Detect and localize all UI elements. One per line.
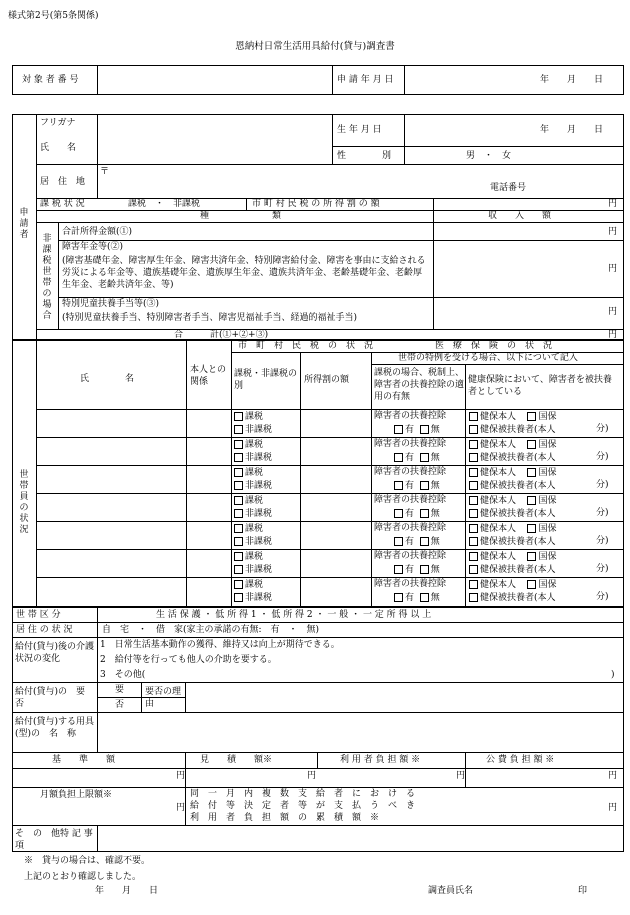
apply-date-label: 申 請 年 月 日 <box>337 75 394 85</box>
checkbox[interactable] <box>469 412 478 421</box>
member-taxed-option[interactable]: 課税 <box>234 524 263 534</box>
checkbox[interactable] <box>469 496 478 505</box>
need-reason-label: 要否の理 由 <box>145 687 191 709</box>
checkbox[interactable] <box>420 425 429 434</box>
checkbox[interactable] <box>234 552 243 561</box>
checkbox[interactable] <box>420 537 429 546</box>
member-minutes-close: 分) <box>596 480 609 490</box>
tax-group-header: 市 町 村 民 税 の 状 況 <box>238 341 374 351</box>
form-reference: 様式第2号(第5条関係) <box>8 11 99 21</box>
tax-status-header: 課税・非課税の別 <box>234 369 298 391</box>
checkbox[interactable] <box>234 509 243 518</box>
pension-yen: 円 <box>608 264 618 274</box>
tax-status-label: 課 税 状 況 <box>40 199 85 209</box>
member-minutes-close: 分) <box>596 536 609 546</box>
seal-mark: 印 <box>578 886 588 896</box>
checkbox[interactable] <box>469 593 478 602</box>
applicant-section-label: 申請者 <box>19 208 29 240</box>
member-taxed-option[interactable]: 課税 <box>234 552 263 562</box>
checkbox[interactable] <box>420 565 429 574</box>
checkbox[interactable] <box>234 524 243 533</box>
checkbox[interactable] <box>394 537 403 546</box>
phone-label: 電話番号 <box>490 183 527 193</box>
checkbox[interactable] <box>234 425 243 434</box>
member-minutes-close: 分) <box>596 452 609 462</box>
member-name-header: 氏 名 <box>80 374 135 384</box>
checkbox[interactable] <box>527 440 536 449</box>
member-dependent-option[interactable]: 健保被扶養者(本人 <box>469 593 556 603</box>
member-minutes-close: 分) <box>596 564 609 574</box>
member-dependent-option[interactable]: 健保被扶養者(本人 <box>469 537 556 547</box>
public-burden-label: 公 費 負 担 額 ※ <box>486 755 555 765</box>
member-insurance-option[interactable]: 健保本人 国保 <box>469 496 556 506</box>
checkbox[interactable] <box>234 537 243 546</box>
income-tax-label: 市 町 村 民 税 の 所 得 割 の 額 <box>252 199 380 209</box>
care-change-close: ) <box>611 670 615 680</box>
member-taxed-option[interactable]: 課税 <box>234 468 263 478</box>
name-label: 氏 名 <box>40 143 77 153</box>
nontax-household-label: 非課税世帯の場合 <box>42 234 52 321</box>
checkbox[interactable] <box>394 425 403 434</box>
checkbox[interactable] <box>234 593 243 602</box>
sum-yen: 円 <box>608 330 618 340</box>
member-insurance-option[interactable]: 健保本人 国保 <box>469 524 556 534</box>
member-name-field[interactable] <box>38 466 184 492</box>
member-dependent-option[interactable]: 健保被扶養者(本人 <box>469 481 556 491</box>
checkbox[interactable] <box>234 453 243 462</box>
income-total-yen: 円 <box>608 227 618 237</box>
item-name-label: 給付(貸与)する用具(型)の 名 称 <box>15 717 95 739</box>
checkbox[interactable] <box>234 468 243 477</box>
subject-number-field[interactable] <box>98 66 331 94</box>
care-change-option-1[interactable]: 1 日常生活基本動作の獲得、維持又は向上が期待できる。 <box>100 640 340 650</box>
household-section-label: 世帯員の状況 <box>19 470 29 535</box>
form-title: 恩納村日常生活用具給付(貸与)調査書 <box>235 41 395 52</box>
medical-header: 医 療 保 険 の 状 況 <box>435 341 553 351</box>
birth-date-value[interactable]: 年 月 日 <box>540 125 604 135</box>
member-deduction-choice[interactable]: 有 無 <box>394 453 440 463</box>
checkbox[interactable] <box>420 593 429 602</box>
checkbox[interactable] <box>234 440 243 449</box>
tax-status-options[interactable]: 課税 ・ 非課税 <box>128 199 201 209</box>
member-deduction-choice[interactable]: 有 無 <box>394 537 440 547</box>
cumulative-note-1: 同 一 月 内 複 数 支 給 者 に お け る <box>190 789 416 799</box>
other-notes-label: そ の 他特 記 事 項 <box>15 829 93 851</box>
living-status-value[interactable]: 自 宅 ・ 借 家(家主の承諾の有無: 有 ・ 無) <box>102 625 320 635</box>
member-deduction-choice[interactable]: 有 無 <box>394 509 440 519</box>
estimate-yen: 円 <box>307 771 317 781</box>
checkbox[interactable] <box>527 580 536 589</box>
member-deduction-label: 障害者の扶養控除 <box>374 579 447 589</box>
member-deduction-label: 障害者の扶養控除 <box>374 523 447 533</box>
confirmation-date[interactable]: 年 月 日 <box>95 886 159 896</box>
health-insurance-header: 健康保険において、障害者を被扶養者としている <box>468 375 612 397</box>
footnote: ※ 貸与の場合は、確認不要。 <box>24 856 151 866</box>
checkbox[interactable] <box>469 552 478 561</box>
cumulative-note-2: 給 付 等 決 定 者 等 が 支 払 う べ き <box>190 801 416 811</box>
checkbox[interactable] <box>394 453 403 462</box>
checkbox[interactable] <box>527 412 536 421</box>
member-dependent-option[interactable]: 健保被扶養者(本人 <box>469 509 556 519</box>
member-taxed-option[interactable]: 課税 <box>234 412 263 422</box>
checkbox[interactable] <box>469 524 478 533</box>
member-insurance-option[interactable]: 健保本人 国保 <box>469 412 556 422</box>
member-insurance-option[interactable]: 健保本人 国保 <box>469 468 556 478</box>
child-allowance-detail: (特別児童扶養手当、特別障害者手当、障害児福祉手当、経過的福祉手当) <box>62 313 358 323</box>
checkbox[interactable] <box>469 580 478 589</box>
member-deduction-label: 障害者の扶養控除 <box>374 551 447 561</box>
checkbox[interactable] <box>527 496 536 505</box>
member-nontaxed-option[interactable]: 非課税 <box>234 481 272 491</box>
estimate-label: 見 積 額※ <box>200 755 273 765</box>
member-taxed-option[interactable]: 課税 <box>234 496 263 506</box>
need-label: 給付(貸与)の 要 否 <box>15 687 95 709</box>
confirmation-text: 上記のとおり確認しました。 <box>24 872 142 882</box>
member-minutes-close: 分) <box>596 508 609 518</box>
member-deduction-choice[interactable]: 有 無 <box>394 593 440 603</box>
checkbox[interactable] <box>527 552 536 561</box>
member-name-field[interactable] <box>38 438 184 464</box>
checkbox[interactable] <box>527 468 536 477</box>
need-no[interactable]: 否 <box>115 700 125 710</box>
monthly-cap-yen: 円 <box>176 803 186 813</box>
postal-mark: 〒 <box>100 167 110 177</box>
checkbox[interactable] <box>469 425 478 434</box>
base-amount-yen: 円 <box>176 771 186 781</box>
birth-date-label: 生 年 月 日 <box>337 125 382 135</box>
member-taxed-option[interactable]: 課税 <box>234 440 263 450</box>
member-nontaxed-option[interactable]: 非課税 <box>234 509 272 519</box>
checkbox[interactable] <box>420 453 429 462</box>
child-allowance-yen: 円 <box>608 307 618 317</box>
member-nontaxed-option[interactable]: 非課税 <box>234 453 272 463</box>
member-nontaxed-option[interactable]: 非課税 <box>234 593 272 603</box>
checkbox[interactable] <box>469 509 478 518</box>
member-dependent-option[interactable]: 健保被扶養者(本人 <box>469 425 556 435</box>
member-deduction-label: 障害者の扶養控除 <box>374 439 447 449</box>
subject-number-label: 対 象 者 番 号 <box>22 75 79 85</box>
cumulative-note-3: 利 用 者 負 担 額 の 累 積 額 ※ <box>190 813 380 823</box>
member-insurance-option[interactable]: 健保本人 国保 <box>469 580 556 590</box>
member-name-field[interactable] <box>38 494 184 520</box>
checkbox[interactable] <box>394 509 403 518</box>
checkbox[interactable] <box>234 412 243 421</box>
checkbox[interactable] <box>234 496 243 505</box>
tax-amount-header: 所得割の額 <box>304 375 350 385</box>
special-case-note: 世帯の特例を受ける場合、以下について記入 <box>398 353 578 363</box>
income-total-label: 合計所得金額(①) <box>62 227 133 237</box>
checkbox[interactable] <box>527 524 536 533</box>
checkbox[interactable] <box>394 593 403 602</box>
member-dependent-option[interactable]: 健保被扶養者(本人 <box>469 453 556 463</box>
member-name-field[interactable] <box>38 550 184 576</box>
care-change-option-2[interactable]: 2 給付等を行っても他人の介助を要する。 <box>100 655 277 665</box>
checkbox[interactable] <box>420 509 429 518</box>
member-minutes-close: 分) <box>596 424 609 434</box>
living-status-label: 居 住 の 状 況 <box>16 625 73 635</box>
pension-title: 障害年金等(②) <box>62 242 124 252</box>
checkbox[interactable] <box>469 565 478 574</box>
checkbox[interactable] <box>469 468 478 477</box>
apply-date-value[interactable]: 年 月 日 <box>540 75 604 85</box>
child-allowance-title: 特別児童扶養手当等(③) <box>62 299 160 309</box>
member-insurance-option[interactable]: 健保本人 国保 <box>469 552 556 562</box>
care-change-option-3[interactable]: 3 その他( <box>100 670 146 680</box>
member-dependent-option[interactable]: 健保被扶養者(本人 <box>469 565 556 575</box>
type-header: 種 類 <box>200 211 282 221</box>
surveyor-label: 調査員氏名 <box>428 886 474 896</box>
base-amount-label: 基 準 額 <box>52 755 116 765</box>
checkbox[interactable] <box>394 565 403 574</box>
checkbox[interactable] <box>469 440 478 449</box>
member-nontaxed-option[interactable]: 非課税 <box>234 425 272 435</box>
checkbox[interactable] <box>469 537 478 546</box>
monthly-cap-label: 月額負担上限額※ <box>40 790 113 800</box>
income-tax-yen: 円 <box>608 199 618 209</box>
applicant-name-field[interactable] <box>99 115 331 163</box>
sex-value[interactable]: 男 ・ 女 <box>466 151 512 161</box>
member-deduction-label: 障害者の扶養控除 <box>374 495 447 505</box>
sex-label: 性 別 <box>337 151 392 161</box>
checkbox[interactable] <box>394 481 403 490</box>
member-name-field[interactable] <box>38 410 184 436</box>
checkbox[interactable] <box>469 481 478 490</box>
member-taxed-option[interactable]: 課税 <box>234 580 263 590</box>
member-deduction-choice[interactable]: 有 無 <box>394 565 440 575</box>
member-nontaxed-option[interactable]: 非課税 <box>234 565 272 575</box>
furigana-label: フリガナ <box>40 118 76 128</box>
sum-label: 合 計(①+②+③) <box>174 330 269 340</box>
user-burden-yen: 円 <box>456 771 466 781</box>
checkbox[interactable] <box>234 565 243 574</box>
address-label: 居 住 地 <box>40 177 86 187</box>
checkbox[interactable] <box>234 481 243 490</box>
member-minutes-close: 分) <box>596 592 609 602</box>
income-header: 収 入 額 <box>488 211 552 221</box>
deduction-header: 課税の場合、税制上、障害者の扶養控除の適用の有無 <box>374 368 465 402</box>
checkbox[interactable] <box>234 580 243 589</box>
member-name-field[interactable] <box>38 578 184 604</box>
need-yes[interactable]: 要 <box>115 685 125 695</box>
household-class-value[interactable]: 生 活 保 護 ・ 低 所 得 1 ・ 低 所 得 2 ・ 一 般 ・ 一 定 所 得 以 上 <box>156 610 432 620</box>
checkbox[interactable] <box>469 453 478 462</box>
member-insurance-option[interactable]: 健保本人 国保 <box>469 440 556 450</box>
public-burden-yen: 円 <box>608 771 618 781</box>
member-nontaxed-option[interactable]: 非課税 <box>234 537 272 547</box>
member-deduction-label: 障害者の扶養控除 <box>374 467 447 477</box>
household-class-label: 世 帯 区 分 <box>16 610 61 620</box>
member-name-field[interactable] <box>38 522 184 548</box>
member-deduction-label: 障害者の扶養控除 <box>374 411 447 421</box>
checkbox[interactable] <box>420 481 429 490</box>
member-deduction-choice[interactable]: 有 無 <box>394 481 440 491</box>
care-change-label: 給付(貸与)後の介護状況の変化 <box>15 642 95 664</box>
relation-header: 本人との関係 <box>190 365 227 387</box>
cumulative-yen: 円 <box>608 803 618 813</box>
user-burden-label: 利 用 者 負 担 額 ※ <box>340 755 421 765</box>
member-deduction-choice[interactable]: 有 無 <box>394 425 440 435</box>
pension-detail: (障害基礎年金、障害厚生年金、障害共済年金、特別障害給付金、障害を事由に支給される労災による年金等、遺族基礎年金、遺族厚生年金、遺族共済年金、老齢基礎年金、老齢厚生年金、老齢共済年金、等) <box>62 256 426 290</box>
